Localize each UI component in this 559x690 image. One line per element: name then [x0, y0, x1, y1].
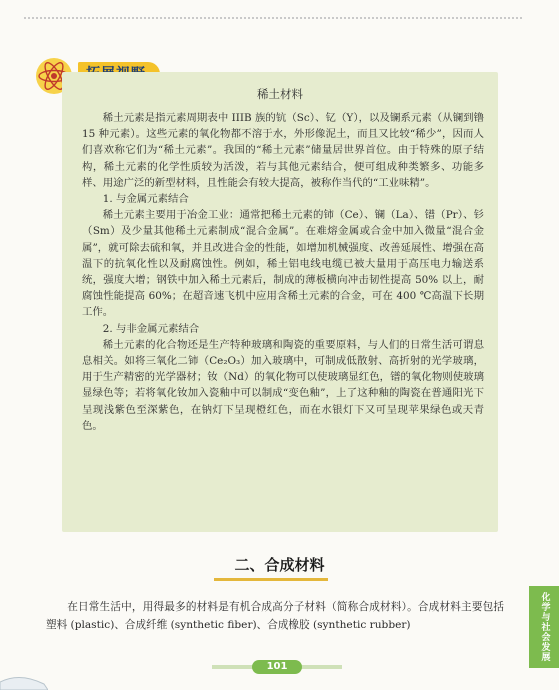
panel-heading-metal: 1. 与金属元素结合	[102, 193, 189, 206]
section-title: 二、合成材料	[234, 556, 325, 574]
panel-intro: 稀土元素是指元素周期表中 IIIB 族的钪（Sc）、钇（Y），以及镧系元素（从镧到镥 15 种元素）。这些元素的氧化物都不溶于水，外形像泥土，而且又比较“稀少”，因而人们喜欢称它们为“稀土元素”。我国的“稀土元素”储量居世界首位。由于特殊的原子结构，稀土元素的化学性质较为活泼，若与其他元素结合，便可组成种类繁多、功能多样、用途广泛的新型材料，且性能会有较大提高，被称作当代的“工业味精”。	[82, 112, 484, 189]
section-paragraph: 在日常生活中，用得最多的材料是有机合成高分子材料（简称合成材料）。合成材料主要包括塑料 (plastic)、合成纤维 (synthetic fiber)、合成橡胶 (synthetic rubber)	[46, 601, 504, 631]
corner-decoration	[0, 670, 48, 690]
panel-heading-nonmetal: 2. 与非金属元素结合	[102, 322, 200, 335]
panel-body	[82, 110, 484, 434]
top-divider	[24, 17, 522, 19]
page-number: 101	[252, 660, 302, 674]
panel-paragraph-metal: 稀土元素主要用于冶金工业：通常把稀土元素的铈（Ce）、镧（La）、镨（Pr）、钐（Sm）及少量其他稀土元素制成“混合金属”。在难熔金属或合金中加入微量“混合金属”，就可除去硫和氧，并且改进合金的性能，如增加机械强度、改善延展性、增强在高温下的抗氧化性以及耐腐蚀性。例如，稀土铝电线电缆已被大量用于高压电力输送系统，强度大增；钢铁中加入稀土元素后，制成的薄板横向冲击韧性提高 50% 以上，耐腐蚀性能提高 60%；在超音速飞机中应用含稀土元素的合金，可在 400 ℃高温下长期工作。	[82, 209, 484, 319]
panel-paragraph-nonmetal: 稀土元素的化合物还是生产特种玻璃和陶瓷的重要原料，与人们的日常生活可谓息息相关。如将三氧化二铈（Ce₂O₃）加入玻璃中，可制成低散射、高折射的光学玻璃，用于生产精密的光学器材；钕（Nd）的氧化物可以使玻璃显红色，镨的氧化物则使玻璃显绿色等；若将氧化钕加入瓷釉中可以制成“变色釉”，上了这种釉的陶瓷在普通阳光下呈现浅紫色至深紫色，在钠灯下呈现橙红色，而在水银灯下又可呈现苹果绿色或天青色。	[82, 338, 484, 432]
section-body	[46, 598, 504, 634]
panel-title: 稀土材料	[257, 87, 303, 101]
section-title-underline	[214, 578, 328, 581]
rare-earth-panel	[62, 72, 498, 532]
chapter-side-tab: 化学与社会发展	[529, 586, 559, 668]
